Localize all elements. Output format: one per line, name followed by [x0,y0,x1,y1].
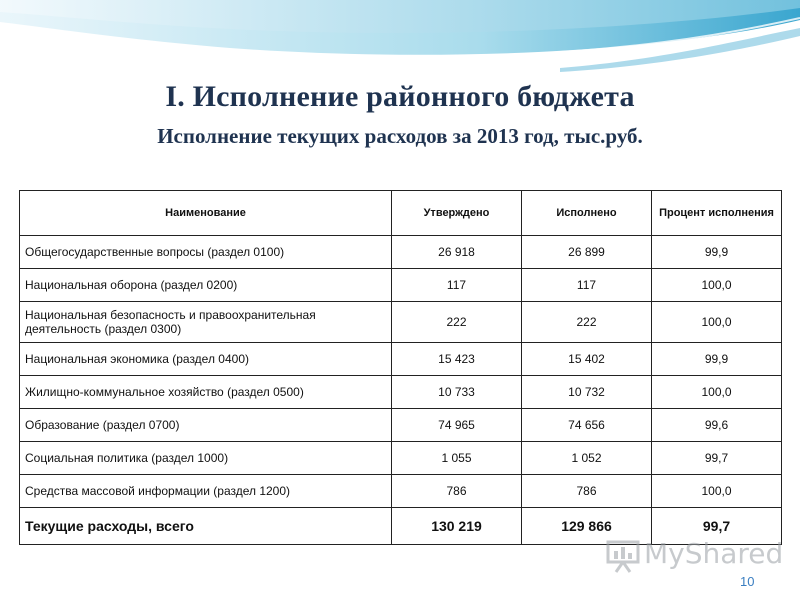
row-executed: 786 [522,475,652,508]
table-row [20,302,782,343]
row-name: Социальная политика (раздел 1000) [20,442,392,475]
table-header-row [20,191,782,236]
column-header-name: Наименование [20,191,392,236]
column-header-executed: Исполнено [522,191,652,236]
watermark-text: MyShared [644,537,784,570]
row-percent: 100,0 [652,269,782,302]
total-approved: 130 219 [392,508,522,545]
row-percent: 99,9 [652,343,782,376]
row-percent: 99,7 [652,442,782,475]
page-title: I. Исполнение районного бюджета [165,80,635,113]
total-name: Текущие расходы, всего [20,508,392,545]
row-name [20,302,392,343]
row-name-line-2: деятельность (раздел 0300) [25,322,182,336]
row-executed: 1 052 [522,442,652,475]
row-percent: 100,0 [652,376,782,409]
row-executed: 15 402 [522,343,652,376]
table-row [20,269,782,302]
column-header-percent: Процент исполнения [652,191,782,236]
row-approved: 1 055 [392,442,522,475]
table-row [20,376,782,409]
row-executed: 222 [522,302,652,343]
total-percent: 99,7 [652,508,782,545]
table-row [20,475,782,508]
table-row [20,236,782,269]
row-name: Общегосударственные вопросы (раздел 0100) [20,236,392,269]
header-wave-banner [0,0,800,80]
row-approved: 222 [392,302,522,343]
row-name: Образование (раздел 0700) [20,409,392,442]
row-approved: 117 [392,269,522,302]
row-name: Жилищно-коммунальное хозяйство (раздел 0500) [20,376,392,409]
row-approved: 26 918 [392,236,522,269]
row-executed: 10 732 [522,376,652,409]
total-executed: 129 866 [522,508,652,545]
page-number: 10 [740,574,755,589]
row-executed: 74 656 [522,409,652,442]
row-percent: 100,0 [652,302,782,343]
row-executed: 26 899 [522,236,652,269]
row-approved: 74 965 [392,409,522,442]
page-subtitle: Исполнение текущих расходов за 2013 год, тыс.руб. [157,124,643,148]
table-row [20,409,782,442]
row-percent: 99,6 [652,409,782,442]
row-approved: 15 423 [392,343,522,376]
row-name: Национальная оборона (раздел 0200) [20,269,392,302]
row-percent: 100,0 [652,475,782,508]
row-approved: 786 [392,475,522,508]
row-percent: 99,9 [652,236,782,269]
presentation-board-icon [606,539,640,573]
table-row [20,442,782,475]
watermark [606,535,784,575]
row-name: Средства массовой информации (раздел 1200) [20,475,392,508]
row-approved: 10 733 [392,376,522,409]
table-row [20,343,782,376]
column-header-approved: Утверждено [392,191,522,236]
row-name-line-1: Национальная безопасность и правоохранительная [25,308,316,322]
budget-table [19,190,782,545]
row-name: Национальная экономика (раздел 0400) [20,343,392,376]
row-executed: 117 [522,269,652,302]
